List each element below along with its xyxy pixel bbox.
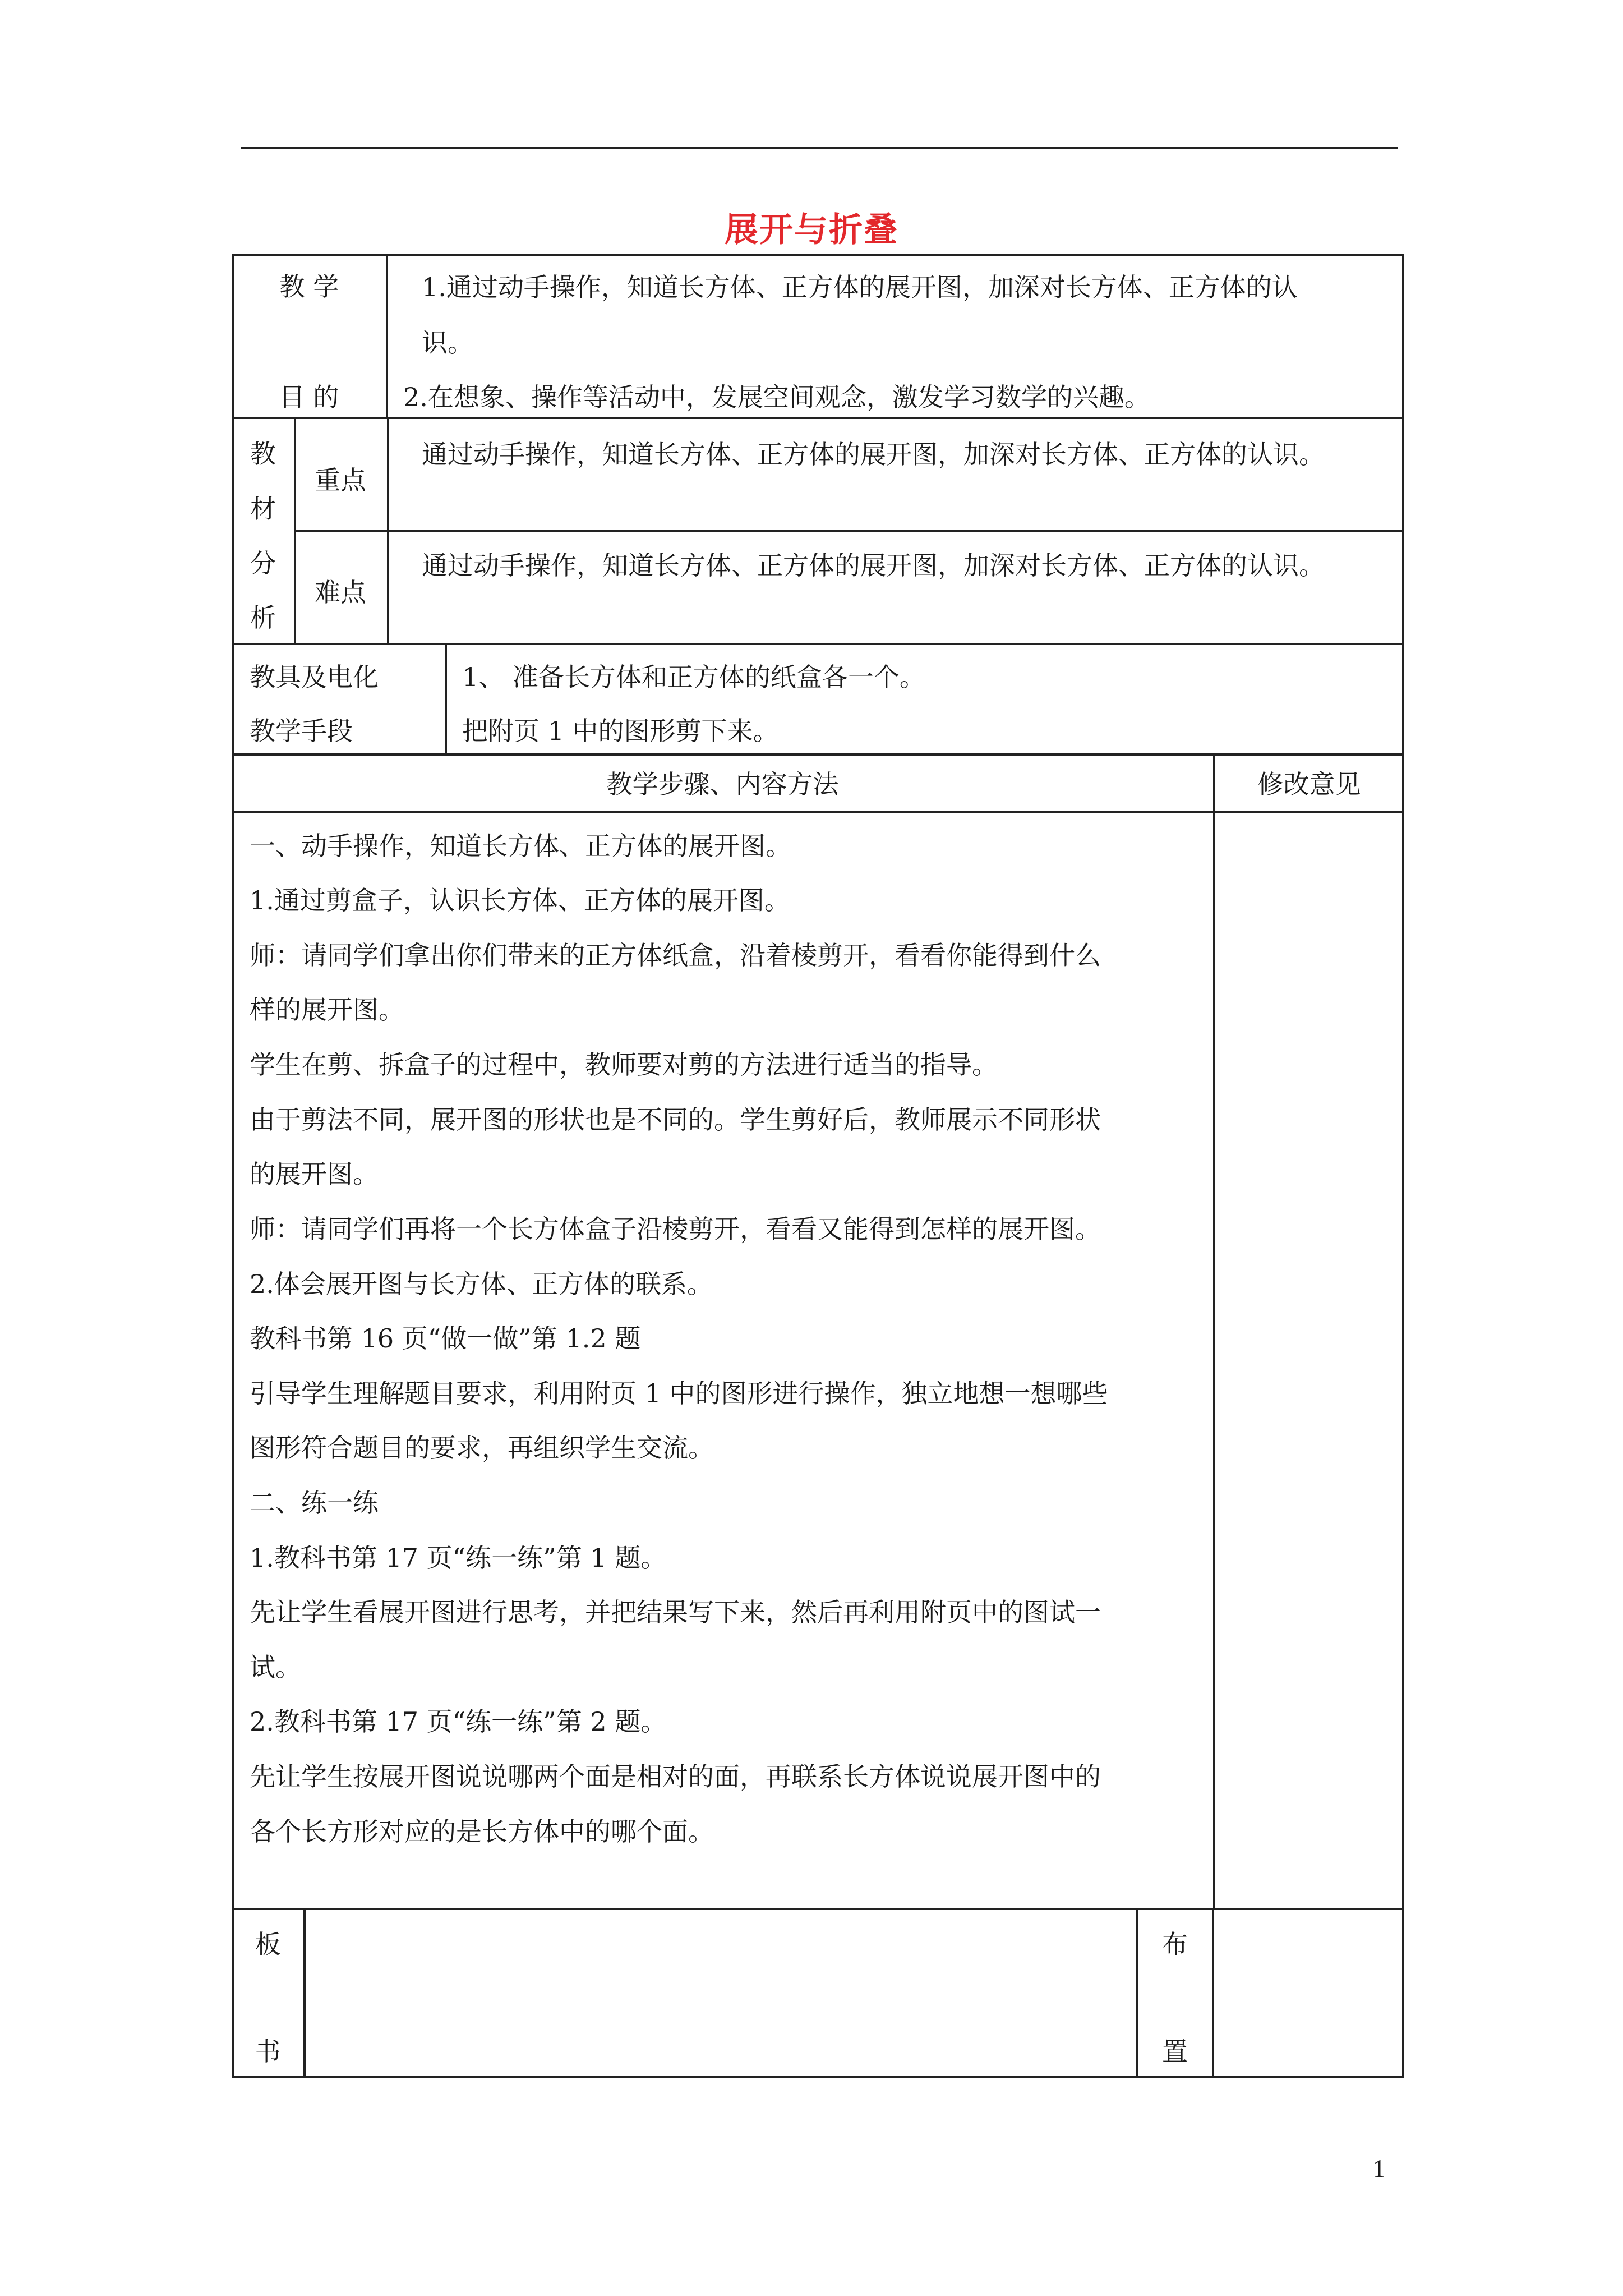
- step-line: 1.教科书第 17 页“练一练”第 1 题。: [250, 1543, 667, 1573]
- row-divider: [232, 753, 1404, 756]
- step-line: 引导学生理解题目要求，利用附页 1 中的图形进行操作，独立地想一想哪些: [250, 1378, 1108, 1409]
- header-rule: [241, 147, 1398, 149]
- row-divider: [232, 417, 1404, 419]
- difficult-point-text: 通过动手操作，知道长方体、正方体的展开图，加深对长方体、正方体的认识。: [422, 550, 1325, 581]
- row-divider: [232, 1908, 1404, 1910]
- page-number: 1: [1373, 2155, 1385, 2182]
- goal-1-line-1: 1.通过动手操作，知道长方体、正方体的展开图，加深对长方体、正方体的认: [422, 272, 1298, 302]
- step-line: 图形符合题目的要求，再组织学生交流。: [250, 1433, 714, 1463]
- revision-header: 修改意见: [1257, 769, 1361, 799]
- difficult-point-label: 难点: [315, 577, 366, 608]
- tools-line-2: 把附页 1 中的图形剪下来。: [462, 716, 779, 746]
- step-line: 二、练一练: [250, 1488, 379, 1518]
- assignment-label-top: 布: [1162, 1929, 1188, 1959]
- step-line: 的展开图。: [250, 1159, 379, 1189]
- step-line: 先让学生按展开图说说哪两个面是相对的面，再联系长方体说说展开图中的: [250, 1761, 1101, 1792]
- board-label-top: 板: [255, 1929, 281, 1959]
- goal-2: 2.在想象、操作等活动中，发展空间观念，激发学习数学的兴趣。: [403, 382, 1150, 412]
- tools-line-1: 1、 准备长方体和正方体的纸盒各一个。: [462, 662, 925, 692]
- col-divider: [386, 254, 388, 418]
- step-line: 样的展开图。: [250, 995, 404, 1025]
- lesson-plan-table: [232, 254, 1404, 2078]
- row-divider: [232, 811, 1404, 813]
- col-divider: [445, 643, 447, 754]
- row-divider: [232, 643, 1404, 645]
- row-divider: [294, 530, 1404, 532]
- key-point-label: 重点: [315, 465, 366, 495]
- col-divider: [1213, 753, 1215, 1909]
- step-line: 2.教科书第 17 页“练一练”第 2 题。: [250, 1706, 667, 1737]
- assignment-label-bottom: 置: [1162, 2036, 1188, 2067]
- step-line: 一、动手操作，知道长方体、正方体的展开图。: [250, 831, 791, 861]
- analysis-label-char: 教: [250, 439, 276, 469]
- step-line: 师：请同学们再将一个长方体盒子沿棱剪开，看看又能得到怎样的展开图。: [250, 1214, 1101, 1244]
- analysis-label-char: 析: [250, 602, 276, 633]
- tools-label-line-2: 教学手段: [250, 716, 353, 746]
- step-line: 教科书第 16 页“做一做”第 1.2 题: [250, 1323, 641, 1354]
- step-line: 试。: [250, 1652, 301, 1682]
- key-point-text: 通过动手操作，知道长方体、正方体的展开图，加深对长方体、正方体的认识。: [422, 439, 1325, 470]
- step-line: 1.通过剪盒子，认识长方体、正方体的展开图。: [250, 885, 790, 915]
- goal-1-line-2: 识。: [422, 328, 473, 358]
- tools-label-line-1: 教具及电化: [250, 662, 379, 692]
- step-line: 师：请同学们拿出你们带来的正方体纸盒，沿着棱剪开，看看你能得到什么: [250, 940, 1101, 970]
- col-divider: [294, 417, 296, 644]
- step-line: 由于剪法不同，展开图的形状也是不同的。学生剪好后，教师展示不同形状: [250, 1105, 1101, 1135]
- step-line: 2.体会展开图与长方体、正方体的联系。: [250, 1269, 713, 1299]
- step-line: 各个长方形对应的是长方体中的哪个面。: [250, 1816, 714, 1847]
- col-divider: [387, 417, 389, 644]
- board-label-bottom: 书: [255, 2036, 281, 2067]
- steps-header: 教学步骤、内容方法: [606, 769, 839, 799]
- document-title: 展开与折叠: [725, 210, 898, 250]
- goals-label-top: 教 学: [279, 272, 339, 302]
- analysis-label-char: 材: [250, 494, 276, 524]
- step-line: 学生在剪、拆盒子的过程中，教师要对剪的方法进行适当的指导。: [250, 1050, 998, 1080]
- step-line: 先让学生看展开图进行思考，并把结果写下来，然后再利用附页中的图试一: [250, 1597, 1101, 1627]
- analysis-label-char: 分: [250, 548, 276, 578]
- goals-label-bottom: 目 的: [279, 382, 339, 412]
- col-divider: [303, 1908, 306, 2078]
